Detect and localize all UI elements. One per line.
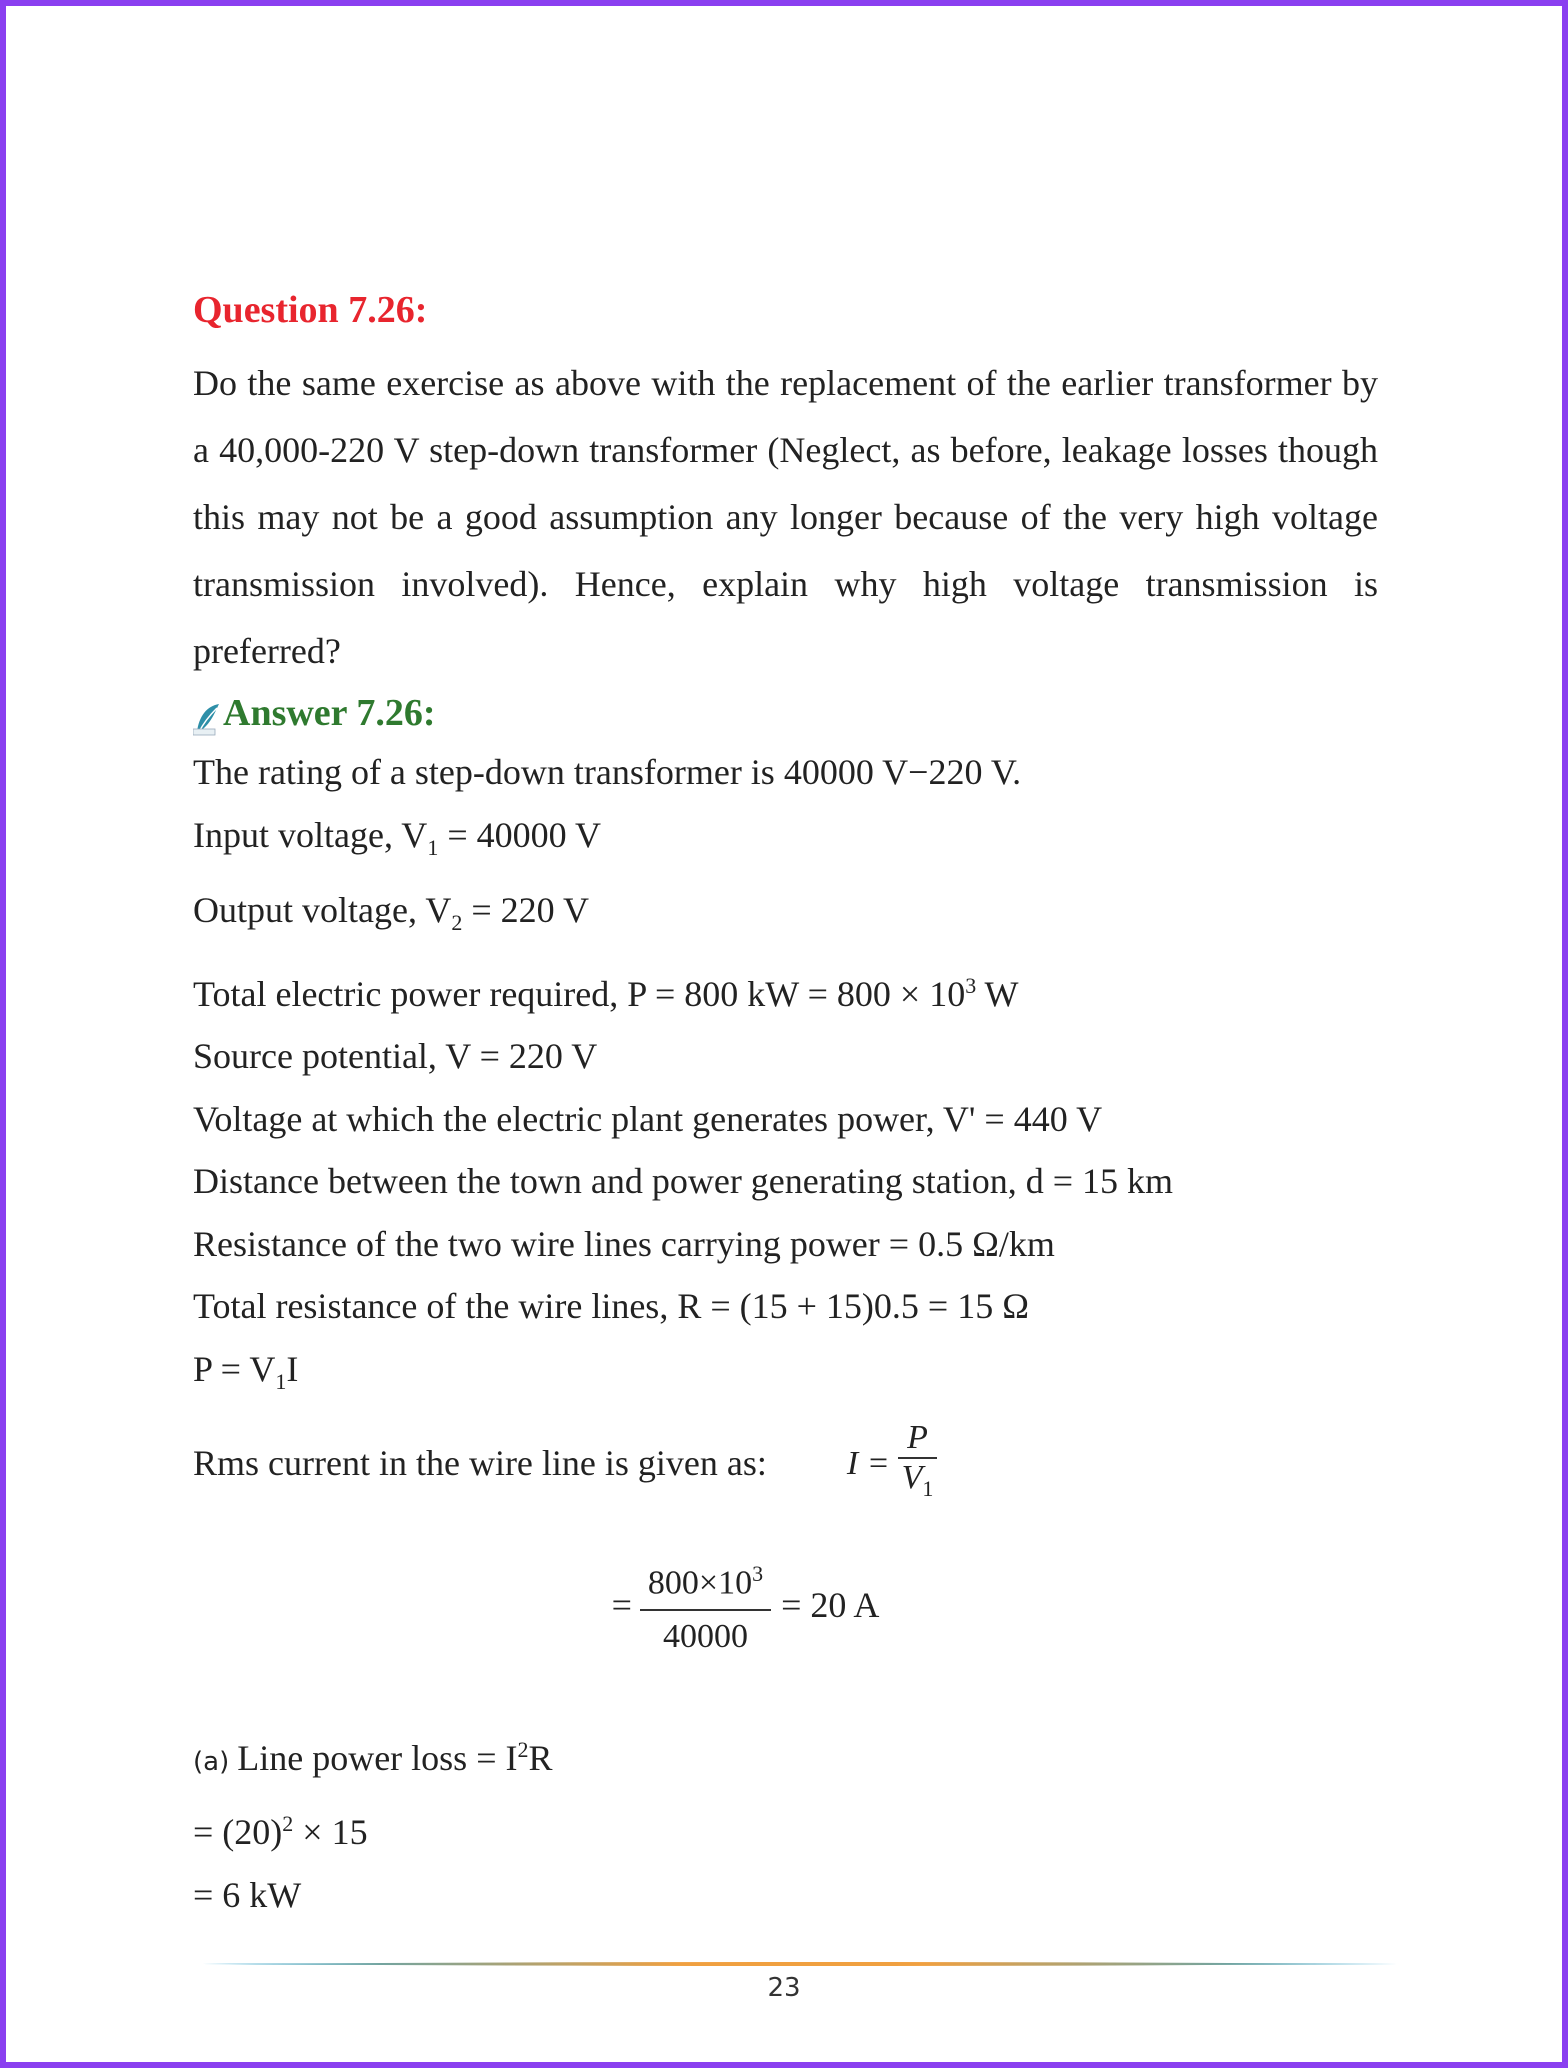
question-text: Do the same exercise as above with the replacement of the earlier transformer by a 40,000-220 V step-down transformer (Neglect, as before, leakage losses though this may not be a good assumption any longer because of the very high voltage transmission involved). Hence, explain why high voltage transmission is preferred? <box>193 363 1378 671</box>
resistance-per-km-line: Resistance of the two wire lines carrying power = 0.5 Ω/km <box>193 1223 1055 1264</box>
page-number: 23 <box>767 1973 801 2003</box>
calc-fraction: $\frac{800\times 10^3}{40000}$ <box>640 1548 771 1663</box>
power-equation: $P = V_1I$ <box>193 1348 299 1395</box>
power-line: Total electric power required, P = 800 kW = $800 \times 10^3$ W <box>193 972 1019 1014</box>
part-a-line: (a) Line power loss = $I^2R$ <box>193 1736 553 1778</box>
part-a-step2: = 6 kW <box>193 1874 302 1915</box>
rating-line: The rating of a step-down transformer is 40000 V−220 V. <box>193 752 1022 792</box>
current-calculation: = $\frac{800\times 10^3}{40000}$ = 20 A <box>193 1548 1378 1663</box>
part-a-step1: = $(20)^2 \times 15$ <box>193 1811 368 1853</box>
answer-heading-text: Answer 7.26: <box>223 692 436 734</box>
plant-voltage-line: Voltage at which the electric plant generates power, V' = 440 V <box>193 1098 1103 1139</box>
source-line: Source potential, V = 220 V <box>193 1036 598 1077</box>
leaf-logo-icon <box>193 696 221 730</box>
rms-formula: I = $\frac{P}{V_1}$ <box>847 1419 938 1508</box>
answer-heading <box>193 685 1378 741</box>
footer-divider <box>202 1960 1402 1968</box>
input-voltage-line: Input voltage, $V_1 = 40000$ V <box>193 814 601 860</box>
question-heading: Question 7.26: <box>193 289 428 331</box>
rms-fraction: $\frac{P}{V_1}$ <box>898 1419 938 1508</box>
rms-current-row <box>193 1414 1378 1514</box>
distance-line: Distance between the town and power generating station, d = 15 km <box>193 1161 1174 1202</box>
content <box>193 286 1378 1926</box>
output-voltage-line: Output voltage, $V_2 = 220$ V <box>193 890 589 936</box>
total-resistance-line: Total resistance of the wire lines, R = (15 + 15)0.5 = 15 Ω <box>193 1286 1029 1327</box>
rms-label: Rms current in the wire line is given as: <box>193 1443 767 1484</box>
